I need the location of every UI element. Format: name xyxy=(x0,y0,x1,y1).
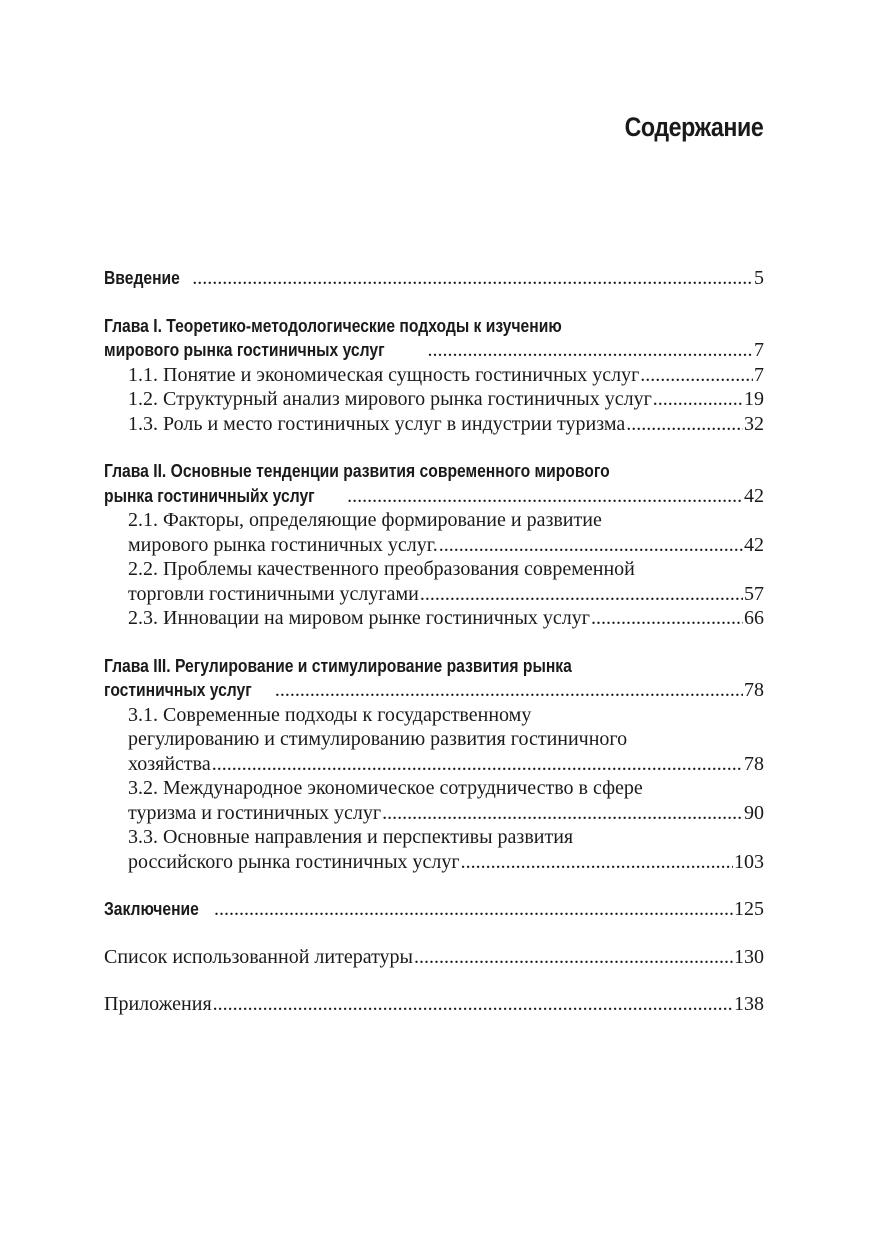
entry-label: Введение xyxy=(104,268,180,288)
chapter-2-title[interactable] xyxy=(104,459,764,484)
leader-dots xyxy=(640,363,753,388)
page-number: 32 xyxy=(744,412,764,435)
toc-entry-references[interactable] xyxy=(104,945,764,970)
toc-chapter-3 xyxy=(104,654,764,875)
toc-section-3-3-cont[interactable] xyxy=(104,850,764,875)
toc-section-2-1[interactable] xyxy=(104,508,764,533)
page-number: 42 xyxy=(744,484,764,507)
leader-dots xyxy=(275,678,743,703)
entry-label: мирового рынка гостиничных услуг xyxy=(104,340,385,360)
toc-section-3-1-cont[interactable] xyxy=(104,727,764,752)
toc-section-3-3[interactable] xyxy=(104,825,764,850)
toc-entry-intro[interactable] xyxy=(104,266,764,291)
page-number: 78 xyxy=(744,752,764,775)
toc-section-1-1[interactable] xyxy=(104,363,764,388)
page-number: 57 xyxy=(744,582,764,605)
leader-dots xyxy=(626,412,743,437)
entry-label: 2.2. Проблемы качественного преобразования современной xyxy=(128,558,635,580)
toc-section-2-2-cont[interactable] xyxy=(104,582,764,607)
toc-section-3-1-cont2[interactable] xyxy=(104,752,764,777)
leader-dots xyxy=(420,582,743,607)
entry-label: 2.3. Инновации на мировом рынке гостиничных услуг xyxy=(128,607,590,629)
chapter-1-title-cont[interactable] xyxy=(104,338,764,363)
page-number: 5 xyxy=(754,267,764,289)
entry-label: туризма и гостиничных услуг xyxy=(128,801,382,824)
page-number: 78 xyxy=(744,679,764,701)
toc-chapter-1 xyxy=(104,314,764,437)
page-number: 7 xyxy=(754,363,764,386)
page-number: 138 xyxy=(734,993,764,1015)
leader-dots xyxy=(439,533,743,558)
toc-section-1-2[interactable] xyxy=(104,387,764,412)
page-number: 66 xyxy=(744,607,764,629)
toc-chapter-2 xyxy=(104,459,764,631)
leader-dots xyxy=(347,484,743,509)
toc-section-3-1[interactable] xyxy=(104,703,764,728)
entry-label: российского рынка гостиничных услуг xyxy=(128,850,460,873)
entry-label: Список использованной литературы xyxy=(104,945,413,968)
toc-section-2-2[interactable] xyxy=(104,557,764,582)
page-number: 19 xyxy=(744,388,764,410)
entry-label: 1.3. Роль и место гостиничных услуг в индустрии туризма xyxy=(128,412,626,435)
chapter-3-title-cont[interactable] xyxy=(104,678,764,703)
entry-label: Заключение xyxy=(104,899,199,919)
leader-dots xyxy=(382,801,743,826)
leader-dots xyxy=(653,387,743,412)
entry-label: 3.1. Современные подходы к государственному xyxy=(128,703,532,726)
toc-section-2-3[interactable] xyxy=(104,606,764,631)
entry-label: рынка гостиничныйх услуг xyxy=(104,485,315,506)
entry-label: торговли гостиничными услугами xyxy=(128,582,419,605)
entry-label: 2.1. Факторы, определяющие формирование и развитие xyxy=(128,509,602,531)
chapter-1-title[interactable] xyxy=(104,314,764,339)
page-title: Содержание xyxy=(624,112,763,142)
toc-section-1-3[interactable] xyxy=(104,412,764,437)
table-of-contents xyxy=(104,266,764,1040)
entry-label: Глава II. Основные тенденции развития современного мирового xyxy=(104,461,610,481)
entry-label: хозяйства xyxy=(128,752,211,775)
entry-label: мирового рынка гостиничных услуг. xyxy=(128,533,438,556)
page-number: 125 xyxy=(734,898,764,920)
page-number: 42 xyxy=(744,533,764,556)
entry-label: 3.2. Международное экономическое сотрудничество в сфере xyxy=(128,777,643,799)
leader-dots xyxy=(214,897,733,922)
chapter-2-title-cont[interactable] xyxy=(104,484,764,509)
leader-dots xyxy=(461,850,733,875)
toc-section-3-2-cont[interactable] xyxy=(104,801,764,826)
leader-dots xyxy=(213,992,733,1017)
entry-label: регулированию и стимулированию развития гостиничного xyxy=(128,728,628,750)
entry-label: Глава III. Регулирование и стимулирование развития рынка xyxy=(104,655,572,676)
page-number: 130 xyxy=(734,945,764,968)
chapter-3-title[interactable] xyxy=(104,654,764,679)
entry-label: 1.1. Понятие и экономическая сущность гостиничных услуг xyxy=(128,363,640,386)
toc-entry-conclusion[interactable] xyxy=(104,897,764,922)
toc-section-3-2[interactable] xyxy=(104,776,764,801)
leader-dots xyxy=(212,752,743,777)
page-number: 7 xyxy=(754,339,764,361)
leader-dots xyxy=(414,945,733,970)
entry-label: гостиничных услуг xyxy=(104,680,252,700)
leader-dots xyxy=(192,266,753,291)
entry-label: 1.2. Структурный анализ мирового рынка гостиничных услуг xyxy=(128,388,652,410)
leader-dots xyxy=(428,338,753,363)
page-number: 90 xyxy=(744,801,764,824)
toc-section-2-1-cont[interactable] xyxy=(104,533,764,558)
entry-label: 3.3. Основные направления и перспективы развития xyxy=(128,826,574,848)
entry-label: Приложения xyxy=(104,993,212,1015)
entry-label: Глава I. Теоретико-методологические подходы к изучению xyxy=(104,315,562,336)
page-number: 103 xyxy=(734,850,764,873)
leader-dots xyxy=(591,606,743,631)
toc-entry-appendix[interactable] xyxy=(104,992,764,1017)
